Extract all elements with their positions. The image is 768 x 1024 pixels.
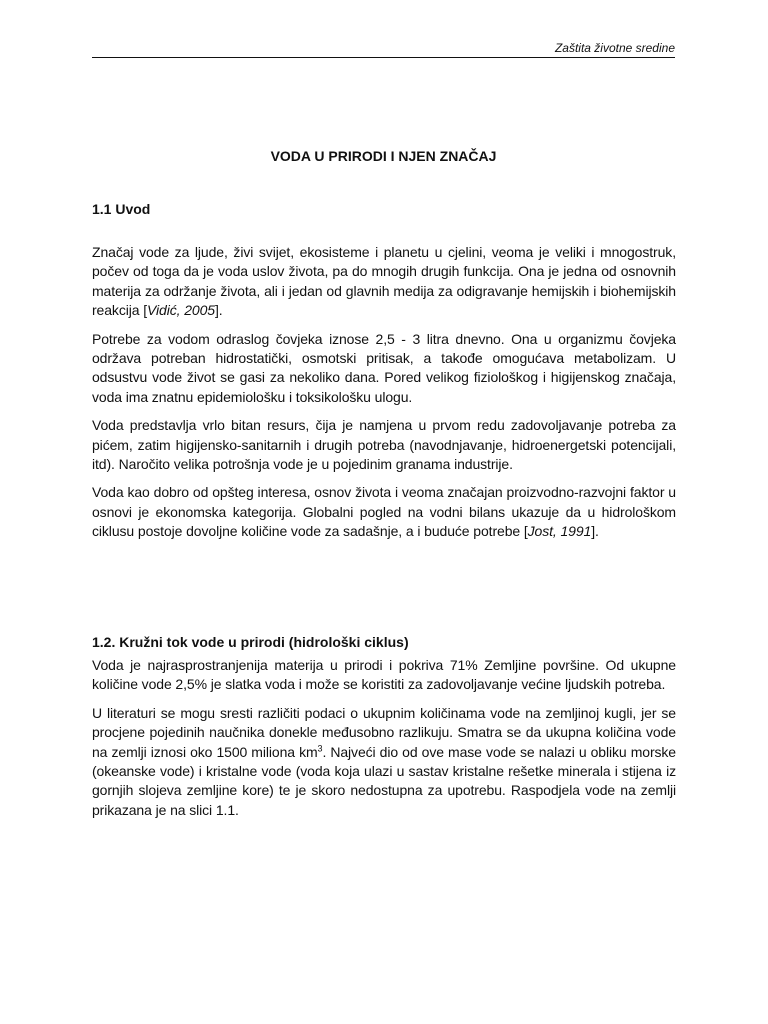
- running-header: Zaštita životne sredine: [554, 41, 675, 55]
- intro-paragraph-1-close: ].: [214, 302, 223, 319]
- cycle-paragraph-2-rest: . Najveći dio od ove mase vode se nalazi u obliku morske (okeanske vode) i kristalne vode (voda koja ulazi u sastav kristalne rešetke minerala i stijena iz gornjih slojeva zemljine kore) te je skoro nedostupna za upotrebu. Raspodjela vode na zemlji prikazana je na slici 1.1.: [92, 743, 676, 818]
- header-divider: [92, 57, 675, 58]
- superscript-cubed: 3: [317, 742, 323, 753]
- citation-vidic: Vidić, 2005: [147, 302, 215, 319]
- intro-paragraph-2: Potrebe za vodom odraslog čovjeka iznose 2,5 - 3 litra dnevno. Ona u organizmu čovjeka održava potreban hidrostatički, osmotski pritisak, a takođe omogućava metabolizam. U odsustvu vode život se gasi za nekoliko dana. Pored velikog fiziološkog i higijenskog značaja, voda ima znatnu epidemiološku i toksikološku ulogu.: [92, 330, 676, 405]
- intro-paragraph-1-text: Značaj vode za ljude, živi svijet, ekosisteme i planetu u cjelini, veoma je veliki i mnogostruk, počev od toga da je voda uslov života, pa do mnogih drugih funkcija. Ona je jedna od osnovnih materija za održanje života, ali i jedan od glavnih medija za odigravanje hemijskih i biohemijskih reakcija [: [92, 244, 676, 319]
- cycle-paragraph-2-text: U literaturi se mogu sresti različiti podaci o ukupnim količinama vode na zemljinoj kugli, jer se procjene pojedinih naučnika donekle međusobno razlikuju. Smatra se da ukupna količina vode na zemlji iznosi oko 1500 miliona km: [92, 704, 676, 760]
- section-heading-intro: 1.1 Uvod: [92, 201, 151, 217]
- section-cycle-body: [92, 656, 676, 820]
- intro-paragraph-4-close: ].: [591, 523, 599, 540]
- section-heading-hydrological-cycle: 1.2. Kružni tok vode u prirodi (hidrološki ciklus): [92, 634, 409, 650]
- intro-paragraph-4: [92, 483, 676, 541]
- document-title: VODA U PRIRODI I NJEN ZNAČAJ: [270, 148, 497, 164]
- intro-paragraph-1: [92, 243, 676, 321]
- cycle-paragraph-2: [92, 704, 676, 820]
- citation-jost: Jost, 1991: [527, 523, 592, 540]
- section-intro-body: [92, 243, 676, 542]
- intro-paragraph-3: Voda predstavlja vrlo bitan resurs, čija je namjena u prvom redu zadovoljavanje potreba za pićem, zatim higijensko-sanitarnih i drugih potreba (navodnjavanje, hidroenergetski potencijali, itd). Naročito velika potrošnja vode je u pojedinim granama industrije.: [92, 417, 676, 473]
- cycle-paragraph-1: Voda je najrasprostranjenija materija u prirodi i pokriva 71% Zemljine površine. Od ukupne količine vode 2,5% je slatka voda i može se koristiti za zadovoljavanje većine ljudskih potreba.: [92, 657, 676, 693]
- intro-paragraph-4-text: Voda kao dobro od opšteg interesa, osnov života i veoma značajan proizvodno-razvojni faktor u osnovi je ekonomska kategorija. Globalni pogled na vodni bilans ukazuje da u hidrološkom ciklusu postoje dovoljne količine vode za sadašnje, a i buduće potrebe [: [92, 484, 676, 540]
